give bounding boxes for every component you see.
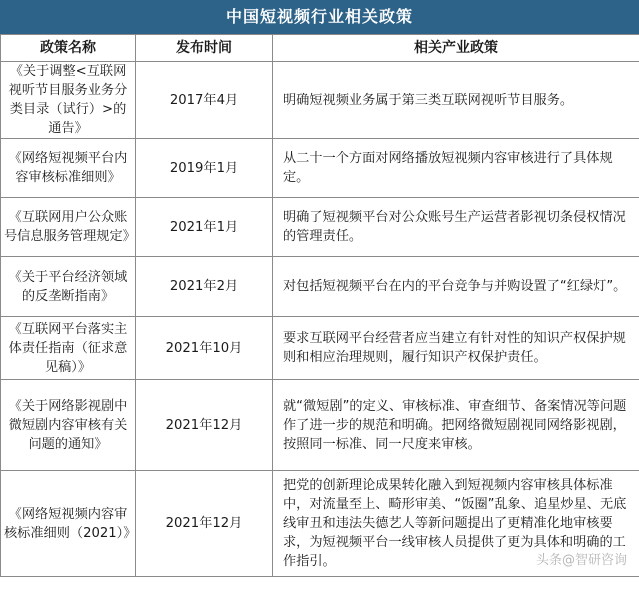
policy-description-cell: 明确了短视频平台对公众账号生产运营者影视切条侵权情况的管理责任。 <box>273 198 639 257</box>
header-release-date: 发布时间 <box>136 35 273 62</box>
release-date-cell: 2017年4月 <box>136 62 273 139</box>
table-row <box>1 62 639 139</box>
policy-name-cell: 《关于调整<互联网视听节目服务业务分类目录（试行）>的通告》 <box>1 62 136 139</box>
table-row <box>1 139 639 198</box>
table-row <box>1 257 639 317</box>
header-related-policy: 相关产业政策 <box>273 35 639 62</box>
release-date-cell: 2021年2月 <box>136 257 273 317</box>
header-policy-name: 政策名称 <box>1 35 136 62</box>
policy-description-cell: 对包括短视频平台在内的平台竞争与并购设置了“红绿灯”。 <box>273 257 639 317</box>
watermark: 头条@智研咨询 <box>535 553 627 568</box>
policy-name-cell: 《网络短视频内容审核标准细则（2021）》 <box>1 471 136 577</box>
release-date-cell: 2021年1月 <box>136 198 273 257</box>
policy-name-cell: 《关于平台经济领域的反垄断指南》 <box>1 257 136 317</box>
policy-description-cell: 把党的创新理论成果转化融入到短视频内容审核具体标准中，对流量至上、畸形审美、“饭圈”乱象、追星炒星、无底线审丑和违法失德艺人等新问题提出了更精准化地审核要求，为短视频平台一线审核人员提供了更为具体和明确的工作指引。 <box>273 471 639 577</box>
policy-name-cell: 《互联网平台落实主体责任指南（征求意见稿）》 <box>1 317 136 380</box>
policy-table <box>0 34 639 577</box>
release-date-cell: 2021年10月 <box>136 317 273 380</box>
policy-description-cell: 明确短视频业务属于第三类互联网视听节目服务。 <box>273 62 639 139</box>
policy-name-cell: 《互联网用户公众账号信息服务管理规定》 <box>1 198 136 257</box>
header-row <box>1 35 639 62</box>
policy-description-cell: 从二十一个方面对网络播放短视频内容审核进行了具体规定。 <box>273 139 639 198</box>
release-date-cell: 2021年12月 <box>136 471 273 577</box>
release-date-cell: 2019年1月 <box>136 139 273 198</box>
policy-description-cell: 要求互联网平台经营者应当建立有针对性的知识产权保护规则和相应治理规则，履行知识产权保护责任。 <box>273 317 639 380</box>
policy-name-cell: 《网络短视频平台内容审核标准细则》 <box>1 139 136 198</box>
policy-description-cell: 就“微短剧”的定义、审核标准、审查细节、备案情况等问题作了进一步的规范和明确。把网络微短剧视同网络影视剧，按照同一标准、同一尺度来审核。 <box>273 380 639 471</box>
table-row <box>1 317 639 380</box>
release-date-cell: 2021年12月 <box>136 380 273 471</box>
policy-name-cell: 《关于网络影视剧中微短剧内容审核有关问题的通知》 <box>1 380 136 471</box>
table-title: 中国短视频行业相关政策 <box>0 0 639 34</box>
table-row <box>1 380 639 471</box>
table-row <box>1 471 639 577</box>
table-row <box>1 198 639 257</box>
